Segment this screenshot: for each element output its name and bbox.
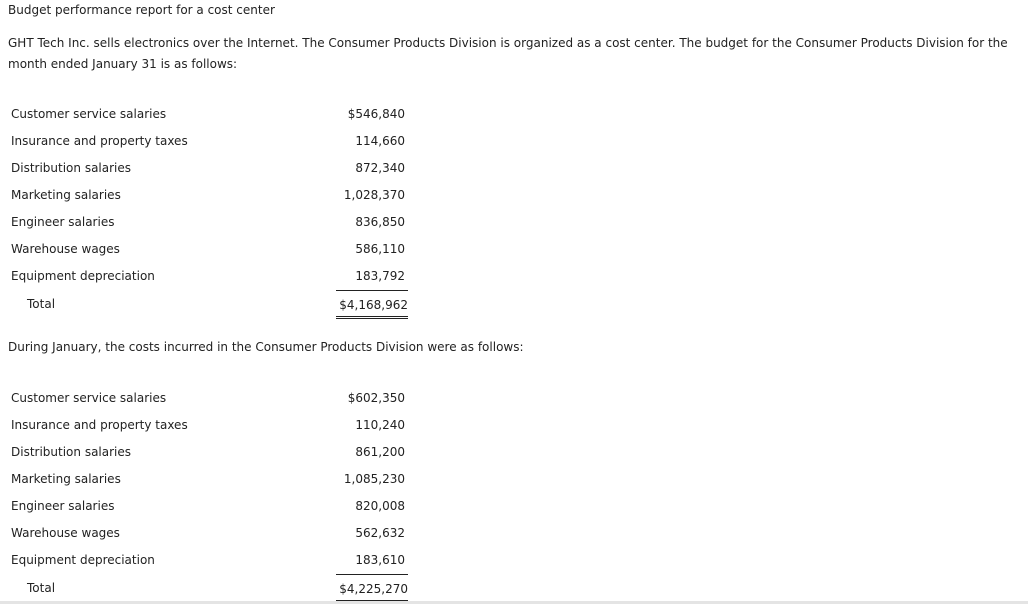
row-label: Insurance and property taxes xyxy=(11,134,188,148)
table-row xyxy=(11,439,411,466)
row-amount: 562,632 xyxy=(355,526,405,540)
row-amount: 114,660 xyxy=(355,134,405,148)
row-amount: $602,350 xyxy=(347,391,405,405)
table-row xyxy=(11,412,411,439)
total-row xyxy=(11,574,411,604)
row-amount: 1,028,370 xyxy=(343,188,405,202)
row-amount: 183,610 xyxy=(355,553,405,567)
row-label: Distribution salaries xyxy=(11,445,132,459)
row-amount: 1,085,230 xyxy=(343,472,405,486)
row-amount: 183,792 xyxy=(355,269,405,283)
table-row xyxy=(11,466,411,493)
table-row xyxy=(11,209,411,236)
table-row xyxy=(11,101,411,128)
row-label: Engineer salaries xyxy=(11,499,115,513)
actual-table xyxy=(11,385,411,604)
intro-paragraph: GHT Tech Inc. sells electronics over the Internet. The Consumer Products Division is organized as a cost center. The budget for the Consumer Products Division for the month ended January 31 is as follows: xyxy=(8,36,1008,71)
budget-table xyxy=(11,101,411,320)
total-amount: $4,168,962 xyxy=(339,298,408,312)
row-label: Equipment depreciation xyxy=(11,269,155,283)
total-amount-box xyxy=(336,574,408,603)
row-label: Distribution salaries xyxy=(11,161,132,175)
table-row xyxy=(11,263,411,290)
row-label: Customer service salaries xyxy=(11,391,167,405)
table-row xyxy=(11,236,411,263)
row-label: Customer service salaries xyxy=(11,107,167,121)
total-amount: $4,225,270 xyxy=(339,582,408,596)
row-label: Marketing salaries xyxy=(11,472,121,486)
table-row xyxy=(11,520,411,547)
page-title: Budget performance report for a cost center xyxy=(8,3,275,17)
table-row xyxy=(11,547,411,574)
row-amount: 820,008 xyxy=(355,499,405,513)
row-amount: 586,110 xyxy=(355,242,405,256)
row-amount: 836,850 xyxy=(355,215,405,229)
row-amount: 110,240 xyxy=(355,418,405,432)
row-amount: $546,840 xyxy=(347,107,405,121)
row-label: Warehouse wages xyxy=(11,526,120,540)
row-label: Insurance and property taxes xyxy=(11,418,188,432)
actual-costs-paragraph: During January, the costs incurred in the Consumer Products Division were as follows: xyxy=(8,340,524,354)
table-row xyxy=(11,182,411,209)
table-row xyxy=(11,128,411,155)
row-label: Warehouse wages xyxy=(11,242,120,256)
row-amount: 861,200 xyxy=(355,445,405,459)
table-row xyxy=(11,155,411,182)
row-amount: 872,340 xyxy=(355,161,405,175)
row-label: Equipment depreciation xyxy=(11,553,155,567)
table-row xyxy=(11,493,411,520)
row-label: Engineer salaries xyxy=(11,215,115,229)
row-label: Marketing salaries xyxy=(11,188,121,202)
total-row xyxy=(11,290,411,320)
total-amount-box xyxy=(336,290,408,319)
total-label: Total xyxy=(27,581,56,595)
table-row xyxy=(11,385,411,412)
total-label: Total xyxy=(27,297,56,311)
